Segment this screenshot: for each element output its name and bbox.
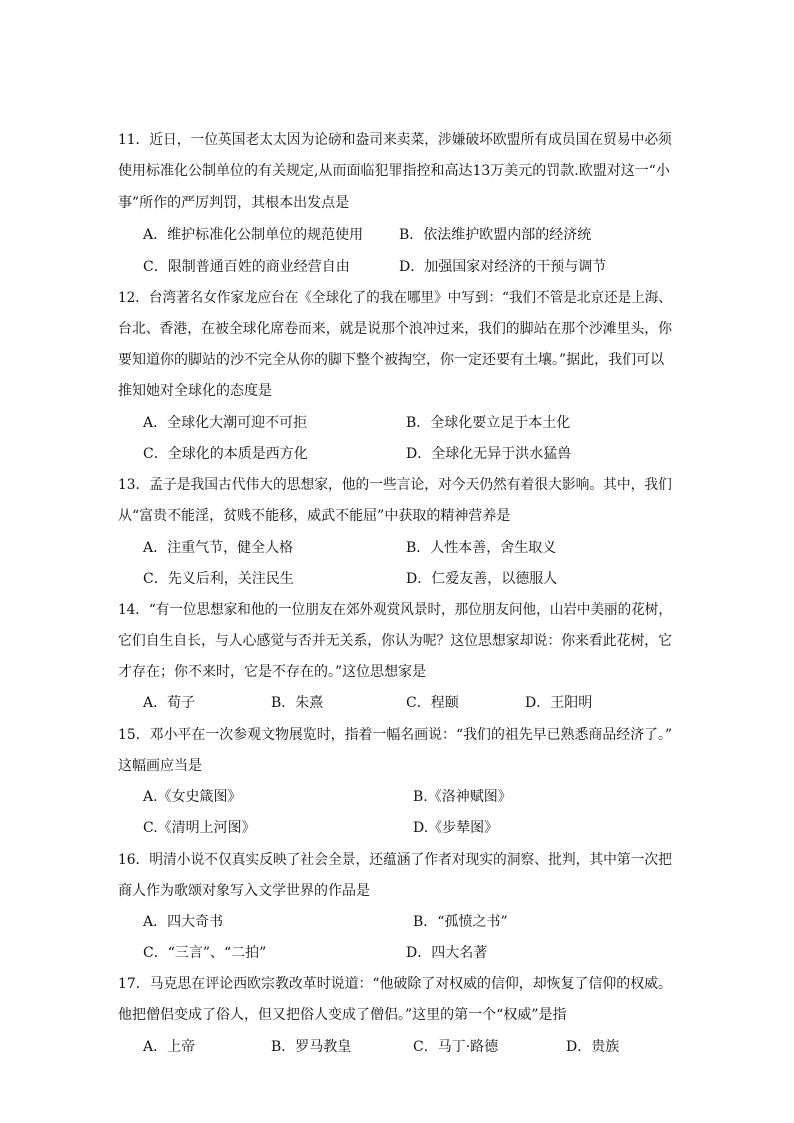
option-b: B．全球化要立足于本土化: [406, 415, 571, 431]
question-text-line: 12．台湾著名女作家龙应台在《全球化了的我在哪里》中写到：“我们不管是北京还是上海、: [118, 290, 672, 306]
question-text-line: 这幅画应当是: [118, 758, 202, 774]
option-b: B．人性本善，舍生取义: [406, 540, 557, 556]
option-b: B．依法维护欧盟内部的经济统: [399, 227, 592, 243]
option-d: D.《步辇图》: [413, 820, 499, 836]
option-a: A.《女史箴图》: [143, 789, 242, 805]
option-a: A．维护标准化公制单位的规范使用: [143, 227, 364, 243]
option-d: D．加强国家对经济的干预与调节: [399, 259, 607, 275]
option-c: C．先义后利，关注民生: [143, 571, 294, 587]
option-c: C．马丁·路德: [413, 1039, 499, 1055]
question-text-line: 它们自生自长，与人心感觉与否并无关系，你认为呢？这位思想家却说：你来看此花树，它: [118, 633, 673, 649]
question-text-line: 台北、香港，在被全球化席卷而来，就是说那个浪冲过来，我们的脚站在那个沙滩里头，你: [118, 321, 673, 337]
option-a: A．上帝: [143, 1039, 196, 1055]
question-text-line: 16．明清小说不仅真实反映了社会全景，还蕴涵了作者对现实的洞察、批判，其中第一次把: [118, 852, 672, 868]
question-text-line: 他把僧侣变成了俗人，但又把俗人变成了僧侣。”这里的第一个“权威”是指: [118, 1007, 567, 1023]
option-d: D．仁爱友善，以德服人: [406, 571, 558, 587]
question-text-line: 从“富贵不能淫，贫贱不能移，威武不能屈”中获取的精神营养是: [118, 508, 511, 524]
question-text-line: 13．孟子是我国古代伟大的思想家，他的一些言论，对今天仍然有着很大影响。其中，我们: [118, 477, 672, 493]
option-c: C．全球化的本质是西方化: [143, 446, 308, 462]
option-d: D．贵族: [566, 1039, 620, 1055]
question-text-line: 商人作为歌颂对象写入文学世界的作品是: [118, 883, 370, 899]
option-d: D．全球化无异于洪水猛兽: [406, 446, 572, 462]
option-c: C．“三言”、“二拍”: [143, 945, 267, 961]
option-b: B．朱熹: [271, 695, 324, 711]
question-text-line: 要知道你的脚站的沙不完全从你的脚下整个被掏空，你一定还要有土壤。”据此，我们可以: [118, 352, 665, 368]
question-text-line: 15．邓小平在一次参观文物展览时，指着一幅名画说：“我们的祖先早已熟悉商品经济了。”: [118, 727, 673, 743]
option-d: D．王阳明: [525, 695, 593, 711]
option-c: C．程颐: [406, 695, 459, 711]
option-d: D．四大名著: [406, 945, 488, 961]
option-b: B.《洛神赋图》: [413, 789, 512, 805]
option-b: B．“孤愤之书”: [413, 914, 508, 930]
question-text-line: 事”所作的严厉判罚，其根本出发点是: [118, 195, 350, 211]
option-a: A．注重气节，健全人格: [143, 540, 294, 556]
question-text-line: 11．近日，一位英国老太太因为论磅和盎司来卖菜，涉嫌破坏欧盟所有成员国在贸易中必须: [118, 132, 672, 148]
option-c: C.《清明上河图》: [143, 820, 256, 836]
option-c: C．限制普通百姓的商业经营自由: [143, 259, 350, 275]
question-text-line: 14．“有一位思想家和他的一位朋友在郊外观赏风景时，那位朋友问他，山岩中美丽的花树，: [118, 602, 672, 618]
option-b: B．罗马教皇: [271, 1039, 352, 1055]
question-text-line: 才存在；你不来时，它是不存在的。”这位思想家是: [118, 664, 427, 680]
option-a: A．荀子: [143, 695, 196, 711]
question-text-line: 使用标准化公制单位的有关规定,从而面临犯罪指控和高达13万美元的罚款.欧盟对这一“小: [118, 163, 670, 179]
question-text-line: 推知她对全球化的态度是: [118, 383, 272, 399]
question-text-line: 17．马克思在评论西欧宗教改革时说道：“他破除了对权威的信仰，却恢复了信仰的权威。: [118, 976, 672, 992]
option-a: A．四大奇书: [143, 914, 224, 930]
option-a: A．全球化大潮可迎不可拒: [143, 415, 308, 431]
